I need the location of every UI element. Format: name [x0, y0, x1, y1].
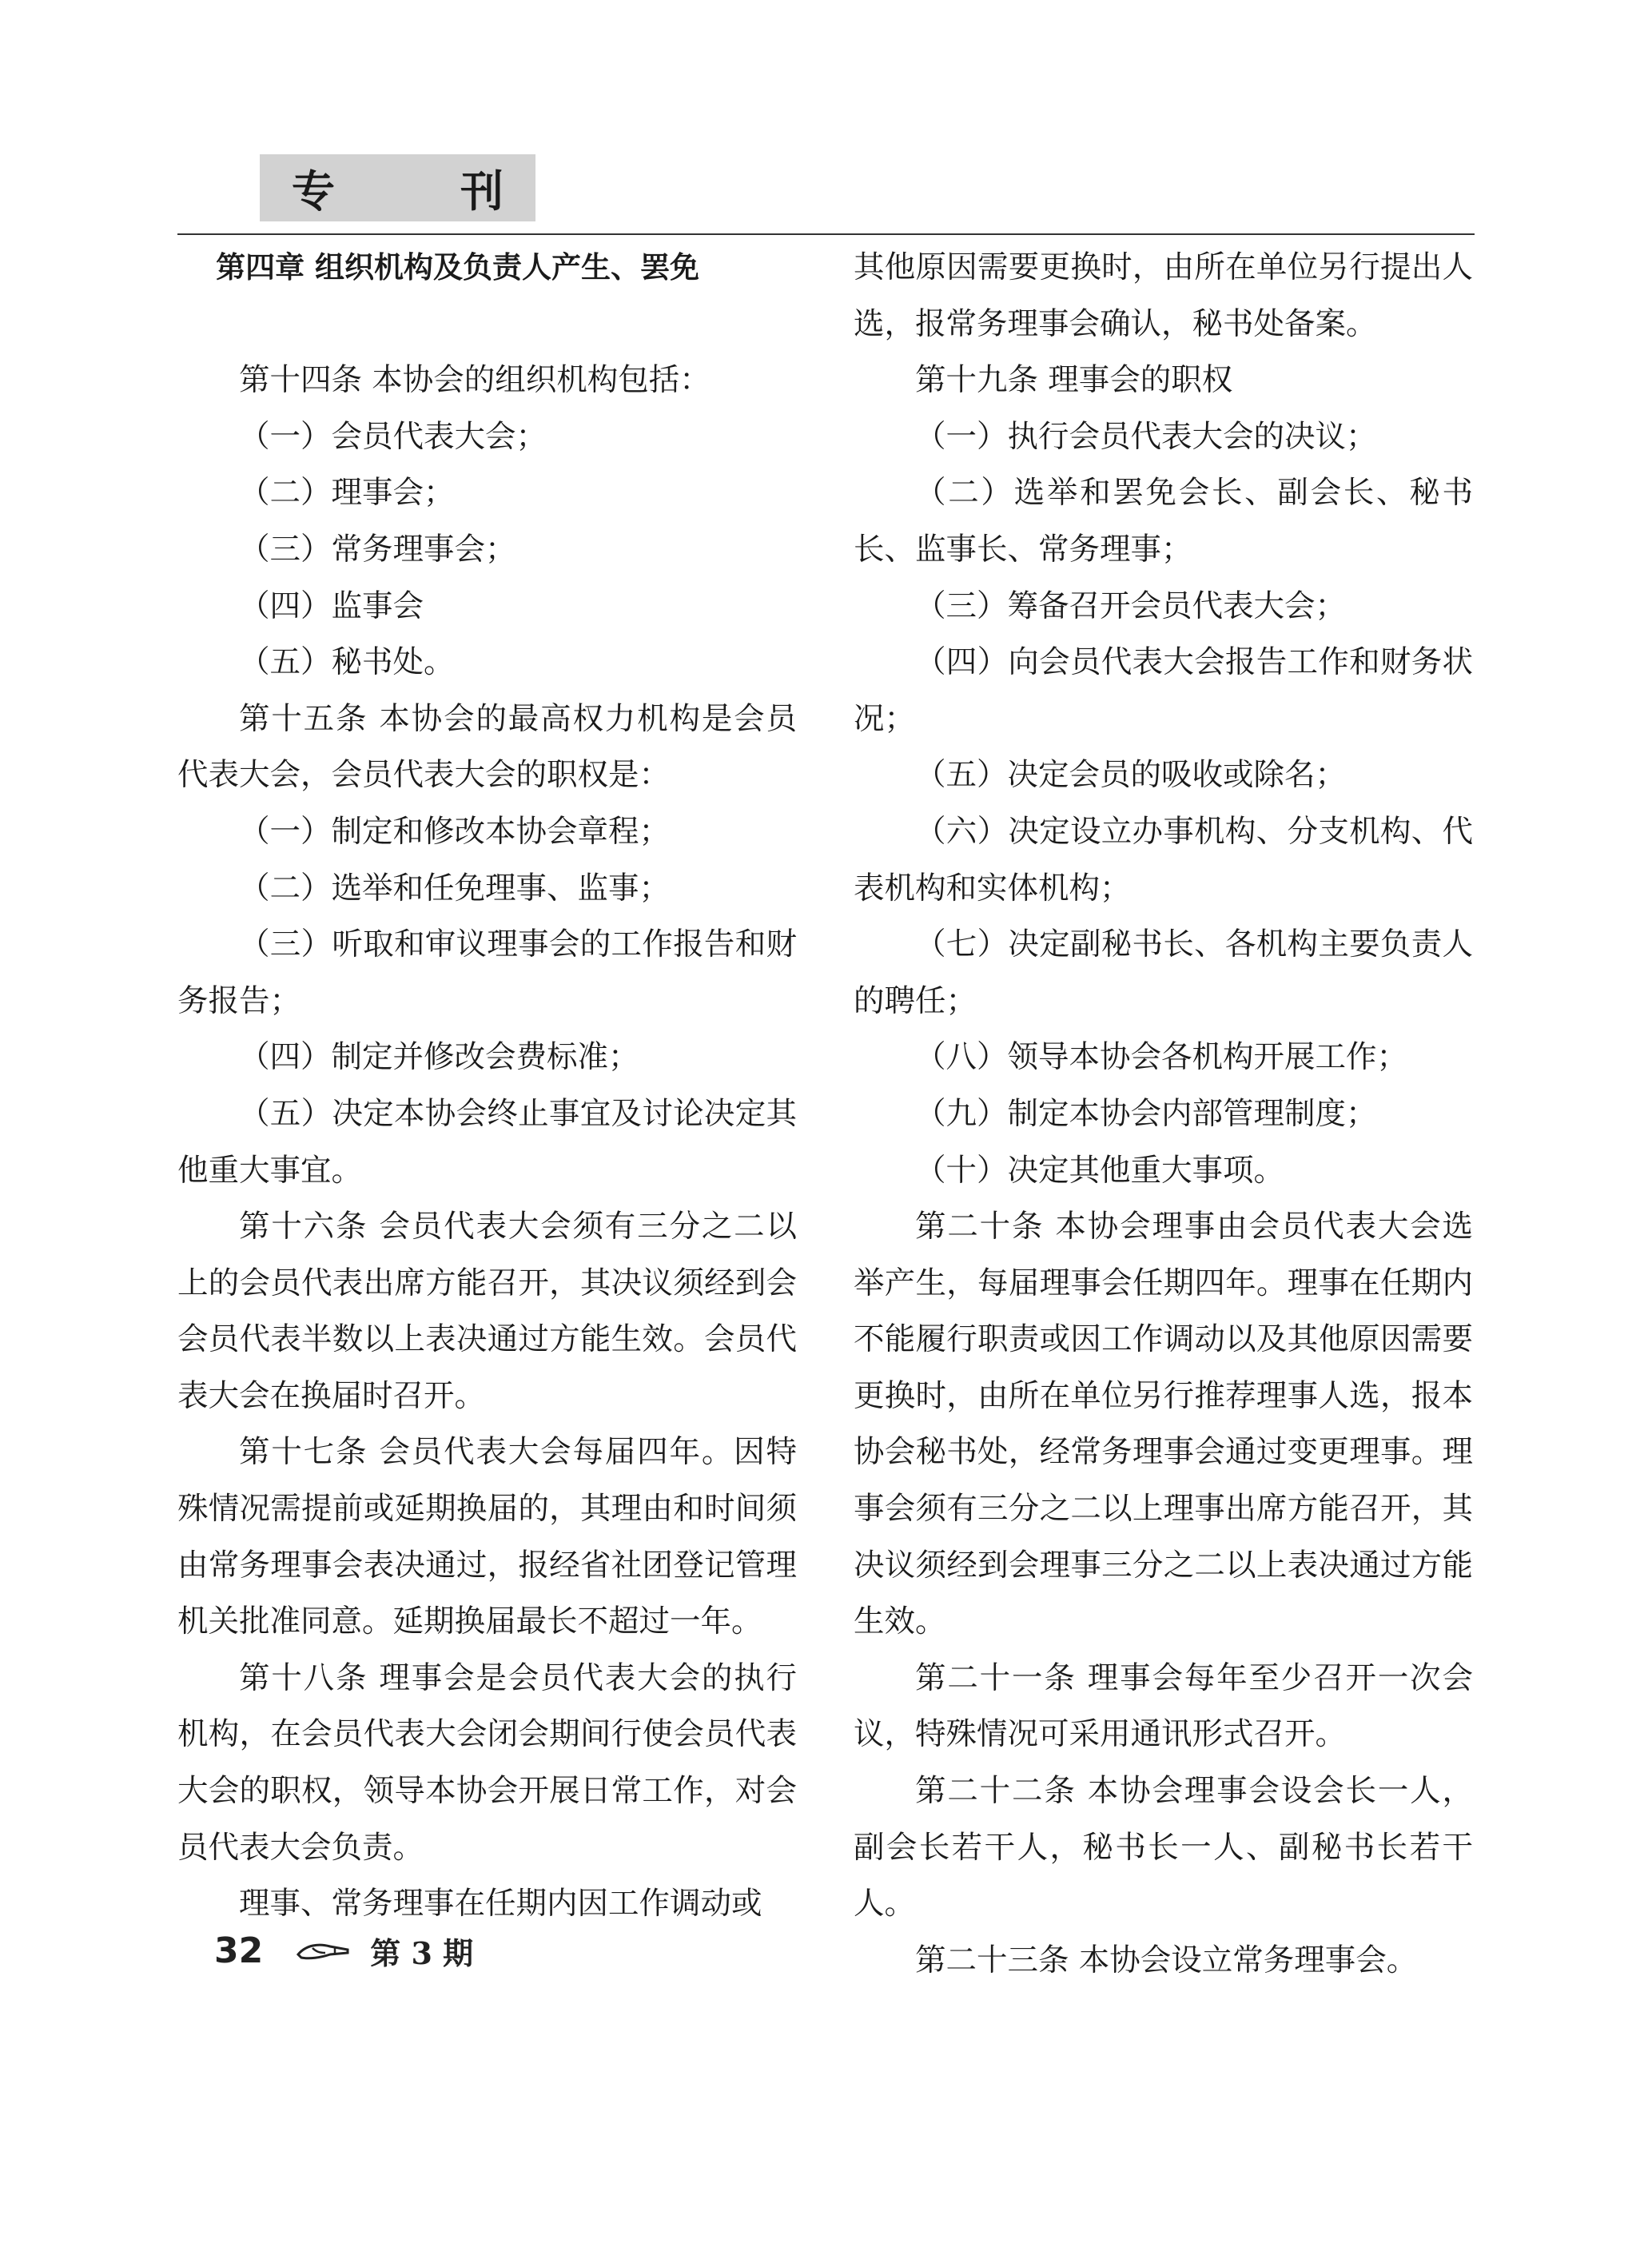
paragraph: （四）向会员代表大会报告工作和财务状况；	[854, 644, 1473, 737]
paragraph: （七）决定副秘书长、各机构主要负责人的聘任；	[854, 926, 1473, 1019]
paragraph: 理事、常务理事在任期内因工作调动或	[239, 1886, 762, 1922]
paragraph: （一）会员代表大会；	[239, 418, 547, 455]
paragraph: （九）制定本协会内部管理制度；	[915, 1095, 1377, 1132]
spacer	[177, 297, 797, 353]
page-number: 32	[214, 1930, 264, 1971]
paragraph: 第十四条 本协会的组织机构包括：	[239, 362, 711, 399]
paragraph: （二）选举和任免理事、监事；	[239, 870, 671, 906]
paragraph: （二）选举和罢免会长、副会长、秘书长、监事长、常务理事；	[854, 475, 1473, 568]
paragraph: 第二十一条 理事会每年至少召开一次会议，特殊情况可采用通讯形式召开。	[854, 1659, 1473, 1753]
paragraph: （四）监事会	[239, 588, 424, 624]
paragraph: 第二十二条 本协会理事会设会长一人，副会长若干人，秘书长一人、副秘书长若干人。	[854, 1773, 1473, 1922]
paragraph: （五）决定会员的吸收或除名；	[915, 757, 1347, 794]
paragraph: （五）秘书处。	[239, 644, 455, 681]
paragraph: （三）筹备召开会员代表大会；	[915, 588, 1347, 624]
paragraph: 第二十条 本协会理事由会员代表大会选举产生，每届理事会任期四年。理事在任期内不能履行职责或因工作调动以及其他原因需要更换时，由所在单位另行推荐理事人选，报本协会秘书处，经常务理事会通过变更理事。理事会须有三分之二以上理事出席方能召开，其决议须经到会理事三分之二以上表决通过方能生效。	[854, 1209, 1473, 1640]
paragraph: （三）常务理事会；	[239, 531, 516, 568]
paragraph: （二）理事会；	[239, 475, 455, 512]
paragraph: （十）决定其他重大事项。	[915, 1152, 1285, 1189]
paragraph: （三）听取和审议理事会的工作报告和财务报告；	[177, 926, 797, 1019]
paragraph: （六）决定设立办事机构、分支机构、代表机构和实体机构；	[854, 813, 1473, 906]
page-footer	[214, 1926, 473, 1974]
paragraph: 第十七条 会员代表大会每届四年。因特殊情况需提前或延期换届的，其理由和时间须由常务理事会表决通过，报经省社团登记管理机关批准同意。延期换届最长不超过一年。	[177, 1434, 797, 1640]
paragraph: 第十九条 理事会的职权	[915, 362, 1233, 399]
right-column	[854, 240, 1473, 1989]
section-tag	[260, 154, 535, 221]
paragraph: （四）制定并修改会费标准；	[239, 1039, 639, 1076]
paragraph: 第十六条 会员代表大会须有三分之二以上的会员代表出席方能召开，其决议须经到会会员代表半数以上表决通过方能生效。会员代表大会在换届时召开。	[177, 1209, 797, 1414]
paragraph: 第二十三条 本协会设立常务理事会。	[915, 1942, 1418, 1978]
paragraph: 第十五条 本协会的最高权力机构是会员代表大会，会员代表大会的职权是：	[177, 700, 797, 794]
paragraph: （一）制定和修改本协会章程；	[239, 813, 671, 850]
chapter-heading: 第四章 组织机构及负责人产生、罢免	[216, 250, 699, 285]
issue-number: 第 3 期	[370, 1934, 474, 1971]
paragraph: （八）领导本协会各机构开展工作；	[915, 1039, 1408, 1076]
section-tag-left: 专	[292, 165, 335, 217]
left-column	[177, 240, 797, 1933]
pen-icon	[295, 1937, 351, 1964]
paragraph-continuation: 其他原因需要更换时，由所在单位另行提出人选，报常务理事会确认，秘书处备案。	[854, 249, 1473, 342]
section-tag-right: 刊	[460, 165, 504, 217]
header-rule	[177, 233, 1475, 235]
paragraph: （五）决定本协会终止事宜及讨论决定其他重大事宜。	[177, 1095, 797, 1189]
paragraph: 第十八条 理事会是会员代表大会的执行机构，在会员代表大会闭会期间行使会员代表大会的职权，领导本协会开展日常工作，对会员代表大会负责。	[177, 1659, 797, 1866]
paragraph: （一）执行会员代表大会的决议；	[915, 418, 1377, 455]
